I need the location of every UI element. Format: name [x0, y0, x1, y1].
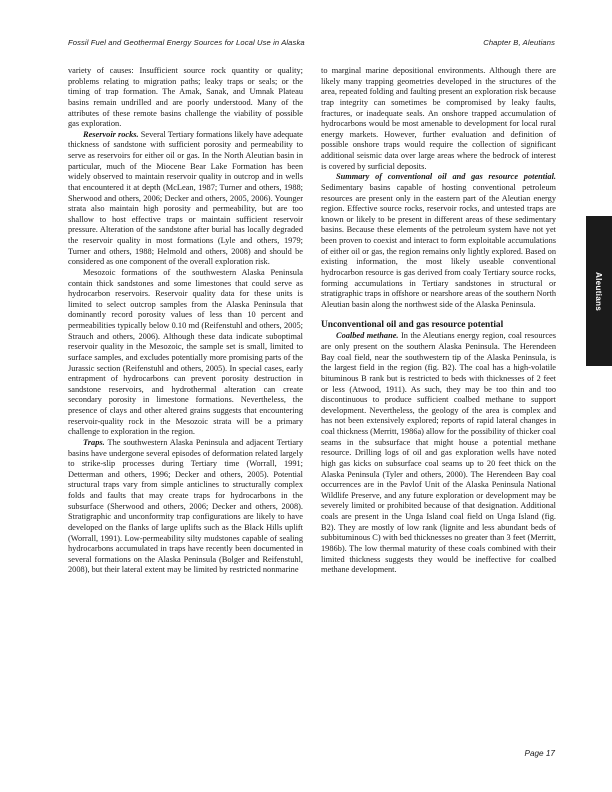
chapter-thumb-tab-label: Aleutians	[594, 271, 604, 311]
paragraph	[68, 438, 303, 576]
paragraph	[321, 172, 556, 310]
left-column	[68, 66, 303, 721]
run-in-heading-coalbed-methane: Coalbed methane.	[336, 331, 399, 341]
paragraph	[321, 331, 556, 575]
run-in-heading-traps: Traps.	[83, 437, 105, 447]
paragraph: Mesozoic formations of the southwestern Alaska Peninsula contain thick sandstones and some limestones that could serve as hydrocarbon reservoirs. Reservoir quality data for these units is limited to select outcrop samples from the Alaska Peninsula that dominantly record porosity values of less than 10 percent and permeabilities typically below 0.10 md (Reifenstuhl and others, 2005; Strauch and others, 2006). Although these data indicate suboptimal reservoir quality in the Mesozoic, the sample set is small, limited to surface samples, and excludes potentially more promising parts of the Jurassic section (Reifenstuhl and others, 2005). In special cases, early entrapment of hydrocarbons can prevent porosity destruction in sandstone reservoirs, and hydrothermal alteration can create secondary porosity in limestone formations. Nevertheless, the presence of clays and other altered grains suggests that encountering reservoir-quality rock in the Mesozoic strata will be a primary challenge to exploration in the region.	[68, 267, 303, 437]
run-in-heading-summary: Summary of conventional oil and gas resource potential.	[336, 172, 556, 182]
paragraph-text: Sedimentary basins capable of hosting conventional petroleum resources are present only in the eastern part of the Aleutian energy region. Effective source rocks, reservoir rocks, and untested traps are known or likely to be present in different areas of these sedimentary basins. Because these elements of the petroleum system have not yet been proven to coexist and interact to form exploitable accumulations of either oil or gas, the region remains only lightly explored. Based on existing information, the most likely useable conventional hydrocarbon resource is gas derived from coaly Tertiary source rocks, forming accumulations in Tertiary sandstones in structural or stratigraphic traps in offshore or nearshore areas of the southern North Aleutian basin along the northwest side of the Alaska Peninsula.	[321, 182, 556, 309]
section-heading-unconventional: Unconventional oil and gas resource potential	[321, 319, 504, 330]
page-footer	[68, 749, 555, 758]
running-header-chapter: Chapter B, Aleutians	[483, 38, 555, 47]
paragraph-text: The southwestern Alaska Peninsula and adjacent Tertiary basins have undergone several episodes of deformation related largely to strike-slip processes during Tertiary time (Worrall, 1991; Detterman and others, 1996; Decker and others, 2005). Potential structural traps vary from simple anticlines to structurally complex folds and faults that may create traps for hydrocarbons in the subsurface (Sherwood and others, 2006; Decker and others, 2008). Stratigraphic and unconformity trap configurations are likely to have developed on the flanks of large uplifts such as the Black Hills uplift (Worrall, 1991). Low-permeability silty mudstones capable of sealing hydrocarbons accumulated in traps have recently been documented in several formations on the Alaska Peninsula (Bolger and Reifenstuhl, 2008), but their lateral extent may be limited by restricted nonmarine	[68, 437, 303, 575]
chapter-thumb-tab	[586, 216, 612, 366]
running-header-title: Fossil Fuel and Geothermal Energy Sources for Local Use in Alaska	[68, 38, 305, 47]
paragraph-text: Several Tertiary formations likely have adequate thickness of sandstone with sufficient porosity and permeability to serve as reservoirs for either oil or gas. In the North Aleutian basin in particular, much of the Miocene Bear Lake Formation has been widely observed to maintain reservoir quality in outcrop and in wells that encountered it at depth (McLean, 1987; Turner and others, 1988; Sherwood and others, 2006; Decker and others, 2005, 2006). Younger strata also maintain high porosity and permeability, but are too shallow to host effective traps or maintain sufficient reservoir pressure. Alteration of the sandstone after burial has locally degraded the reservoir quality in most formations (Lyle and others, 1979; Turner and others, 1988; Helmold and others, 2008) and should be considered as one component of the overall exploration risk.	[68, 129, 304, 267]
run-in-heading-reservoir-rocks: Reservoir rocks.	[83, 129, 139, 139]
paragraph: to marginal marine depositional environments. Although there are likely many trapping geometries developed in the structures of the area, repeated folding and faulting present an exploration risk because trap integrity can sometimes be compromised by leaky faults, fractures, or inadequate seals. An onshore trapped accumulation of hydrocarbons would be most amenable to development for local rural energy markets. However, further evaluation and definition of possible onshore traps would require the collection of significant additional seismic data over large areas where the bedrock of interest is covered by surficial deposits.	[321, 66, 556, 171]
right-column	[321, 66, 556, 721]
page-number: Page 17	[524, 749, 555, 758]
paragraph	[68, 130, 303, 268]
running-header	[68, 38, 555, 47]
page-body	[68, 66, 556, 721]
paragraph: variety of causes: Insufficient source rock quantity or quality; problems relating to migration paths; leaky traps or seals; or the timing of trap formation. The Amak, Sanak, and Umnak Plateau basins remain undrilled and are poorly understood. Many of the attributes of these remote basins challenge the viability of possible gas exploration.	[68, 66, 303, 129]
paragraph-text: In the Aleutians energy region, coal resources are only present on the southern Alaska Peninsula. The Herendeen Bay coal field, near the southwestern tip of the Alaska Peninsula, is the largest field in the region (fig. B2). The coal has a high-volatile bituminous B rank but is restricted to beds with thicknesses of 2 feet or less (Atwood, 1911). As such, they may be too thin and too discontinuous to produce sufficient coalbed methane to support development. Nevertheless, the geology of the area is complex and has not been extensively explored; reports of rapid lateral changes in coal thickness (Merritt, 1986a) allow for the possibility of thicker coal seams in the subsurface that might house a potential methane resource. Drilling logs of oil and gas exploration wells have noted high gas kicks on subsurface coal seams up to 20 feet thick on the Alaska Peninsula (Tyler and others, 2000). The Herendeen Bay coal occurrences are in the Pavlof Unit of the Alaska Peninsula National Wildlife Preserve, and any future exploration or development may be severely limited or prohibited because of that designation. Additional coals are present in the Unga Island coal field on Unga Island (fig. B2). They are mostly of low rank (lignite and less abundant beds of subbituminous C) with bed thicknesses no greater than 3 feet (Merritt, 1986b). The low thermal maturity of these coals combined with their limited thickness suggests they would be ineffective for coalbed methane development.	[321, 331, 556, 575]
